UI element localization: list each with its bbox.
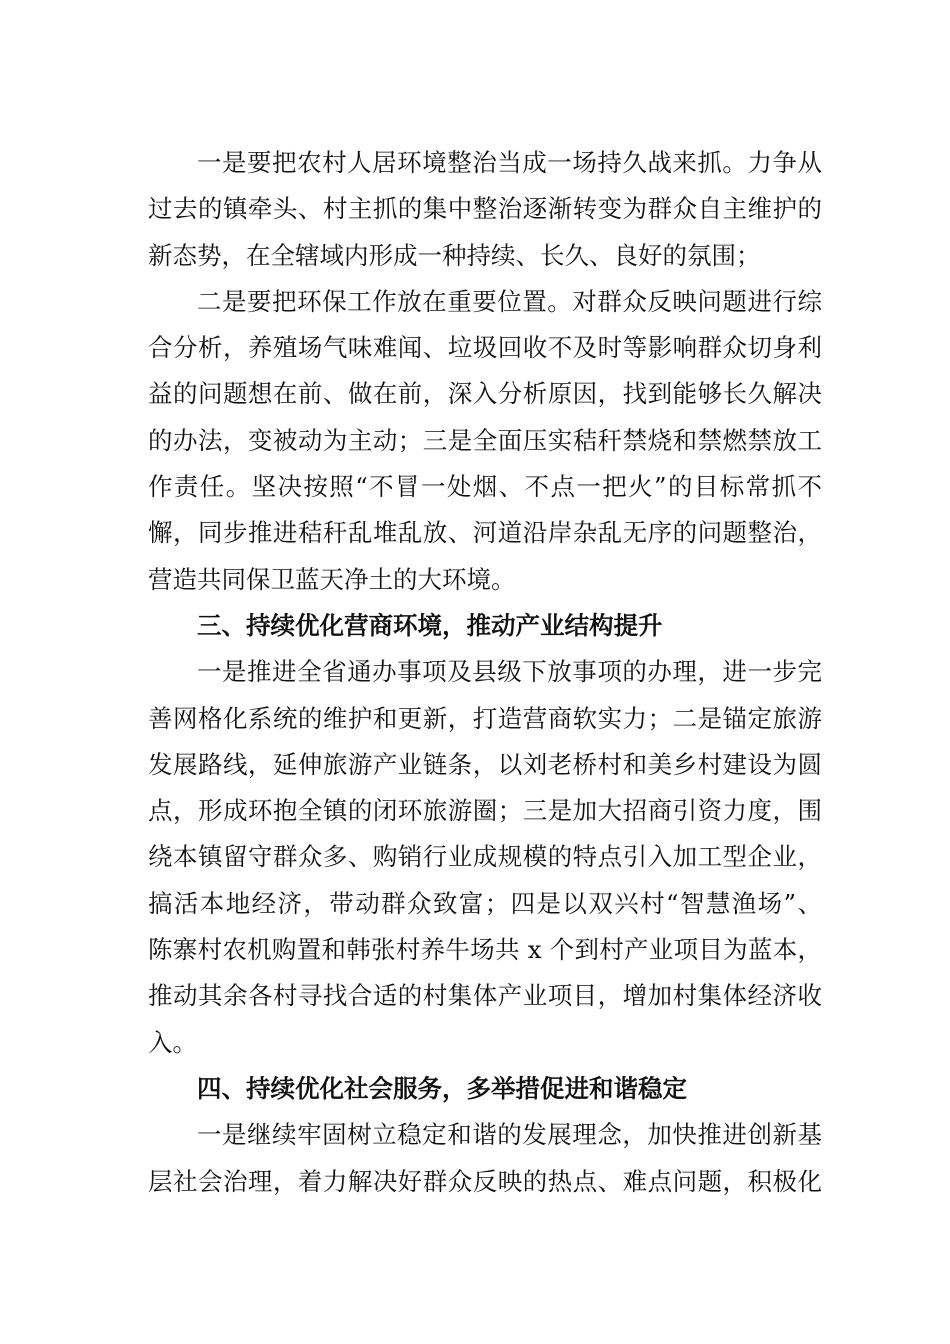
- section-heading: 三、持续优化营商环境，推动产业结构提升: [197, 610, 663, 640]
- paragraph-line: 作责任。坚决按照“不冒一处烟、不点一把火”的目标常抓不: [148, 472, 822, 502]
- paragraph-line: 发展路线，延伸旅游产业链条，以刘老桥村和美乡村建设为圆: [148, 749, 822, 779]
- paragraph-line: 点，形成环抱全镇的闭环旅游圈；三是加大招商引资力度，围: [148, 796, 822, 826]
- paragraph-line: 层社会治理，着力解决好群众反映的热点、难点问题，积极化: [148, 1166, 822, 1196]
- paragraph-line: 二是要把环保工作放在重要位置。对群众反映问题进行综: [197, 286, 822, 316]
- paragraph-line: 新态势，在全辖域内形成一种持续、长久、良好的氛围；: [148, 240, 761, 270]
- paragraph-line: 益的问题想在前、做在前，深入分析原因，找到能够长久解决: [148, 379, 822, 409]
- paragraph-line: 营造共同保卫蓝天净土的大环境。: [148, 564, 516, 594]
- paragraph-line: 绕本镇留守群众多、购销行业成规模的特点引入加工型企业，: [148, 842, 822, 872]
- paragraph-line: 推动其余各村寻找合适的村集体产业项目，增加村集体经济收: [148, 981, 822, 1011]
- document-body: [148, 140, 822, 1205]
- paragraph-line: 一是要把农村人居环境整治当成一场持久战来抓。力争从: [197, 148, 822, 177]
- paragraph-line: 过去的镇牵头、村主抓的集中整治逐渐转变为群众自主维护的: [148, 194, 822, 224]
- paragraph-line: 的办法，变被动为主动；三是全面压实秸秆禁烧和禁燃禁放工: [148, 425, 822, 455]
- paragraph-line: 一是推进全省通办事项及县级下放事项的办理，进一步完: [197, 657, 822, 687]
- paragraph-line: 搞活本地经济，带动群众致富；四是以双兴村“智慧渔场”、: [148, 888, 822, 918]
- paragraph-line: 懈，同步推进秸秆乱堆乱放、河道沿岸杂乱无序的问题整治，: [148, 518, 822, 548]
- paragraph-line: 陈寨村农机购置和韩张村养牛场共 x 个到村产业项目为蓝本，: [148, 935, 822, 965]
- paragraph-line: 善网格化系统的维护和更新，打造营商软实力；二是锚定旅游: [148, 703, 822, 733]
- paragraph-line: 入。: [148, 1027, 197, 1057]
- paragraph-line: 一是继续牢固树立稳定和谐的发展理念，加快推进创新基: [197, 1120, 822, 1150]
- section-heading: 四、持续优化社会服务，多举措促进和谐稳定: [197, 1073, 687, 1103]
- paragraph-line: 合分析，养殖场气味难闻、垃圾回收不及时等影响群众切身利: [148, 333, 822, 363]
